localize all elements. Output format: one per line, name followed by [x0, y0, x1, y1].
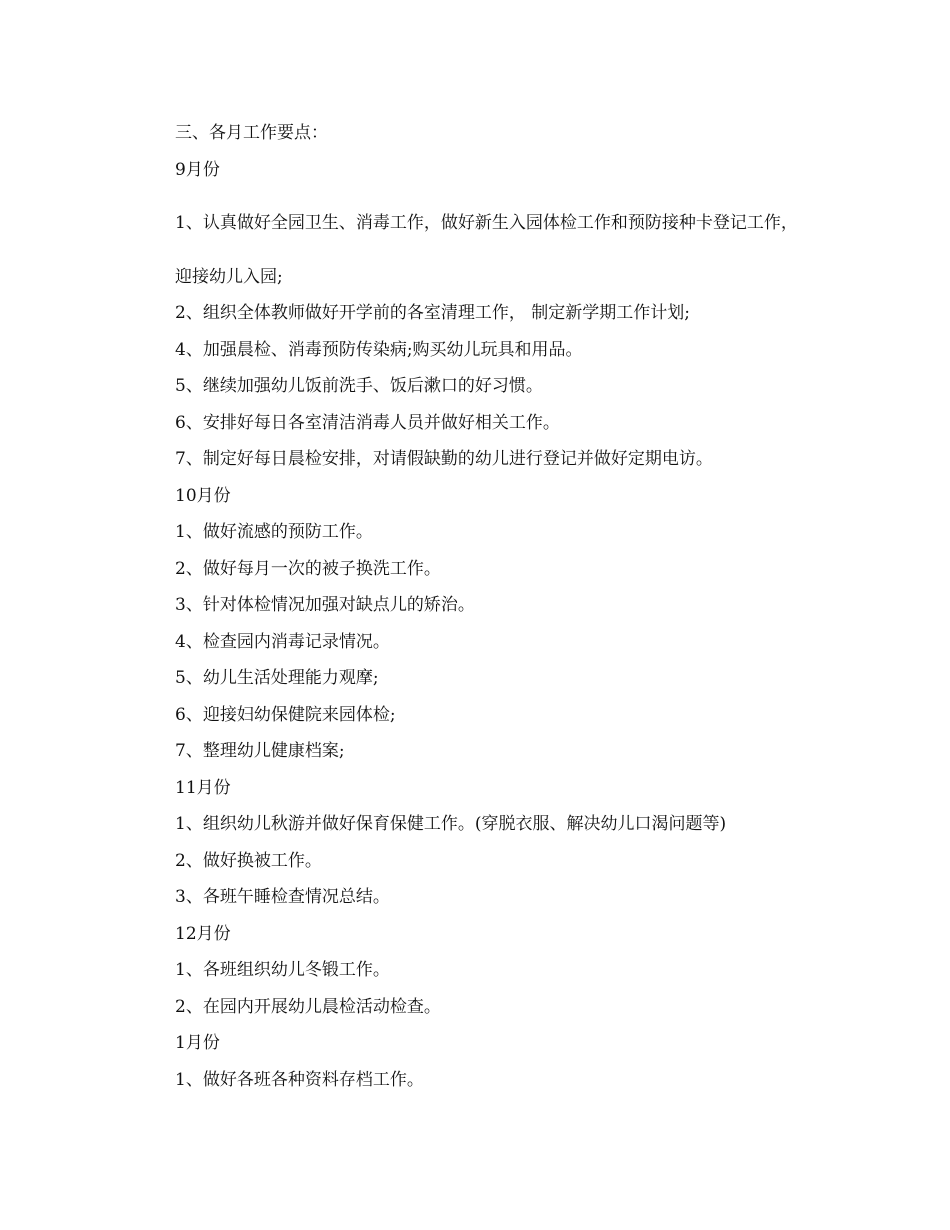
list-item: 1、做好各班各种资料存档工作。: [175, 1069, 424, 1090]
list-item: 1、认真做好全园卫生、消毒工作，做好新生入园体检工作和预防接种卡登记工作，: [175, 213, 798, 233]
month-heading-november: 11月份: [175, 777, 231, 798]
list-item: 3、各班午睡检查情况总结。: [175, 887, 390, 907]
list-item: 1、组织幼儿秋游并做好保育保健工作。(穿脱衣服、解决幼儿口渴问题等): [175, 814, 727, 834]
list-item: 2、做好换被工作。: [175, 850, 322, 871]
month-heading-december: 12月份: [175, 923, 231, 944]
list-item: 6、迎接妇幼保健院来园体检;: [175, 704, 396, 725]
list-item: 7、制定好每日晨检安排，对请假缺勤的幼儿进行登记并做好定期电访。: [175, 449, 713, 469]
list-item: 4、加强晨检、消毒预防传染病;购买幼儿玩具和用品。: [175, 339, 583, 360]
list-item: 迎接幼儿入园;: [175, 266, 283, 287]
section-title: 三、各月工作要点：: [175, 123, 328, 143]
list-item: 1、做好流感的预防工作。: [175, 522, 373, 542]
list-item: 3、针对体检情况加强对缺点儿的矫治。: [175, 595, 475, 615]
list-item: 4、检查园内消毒记录情况。: [175, 631, 390, 652]
list-item: 7、整理幼儿健康档案;: [175, 741, 345, 761]
month-heading-september: 9月份: [175, 159, 220, 180]
month-heading-january: 1月份: [175, 1033, 220, 1053]
document-body: [138, 115, 818, 1098]
list-item: 2、做好每月一次的被子换洗工作。: [175, 558, 441, 579]
list-item: 5、继续加强幼儿饭前洗手、饭后漱口的好习惯。: [175, 376, 543, 396]
list-item: 2、组织全体教师做好开学前的各室清理工作， 制定新学期工作计划;: [175, 303, 690, 323]
month-heading-october: 10月份: [175, 485, 231, 506]
list-item: 5、幼儿生活处理能力观摩;: [175, 668, 379, 688]
list-item: 2、在园内开展幼儿晨检活动检查。: [175, 996, 441, 1017]
list-item: 6、安排好每日各室清洁消毒人员并做好相关工作。: [175, 412, 560, 433]
list-item: 1、各班组织幼儿冬锻工作。: [175, 960, 390, 980]
